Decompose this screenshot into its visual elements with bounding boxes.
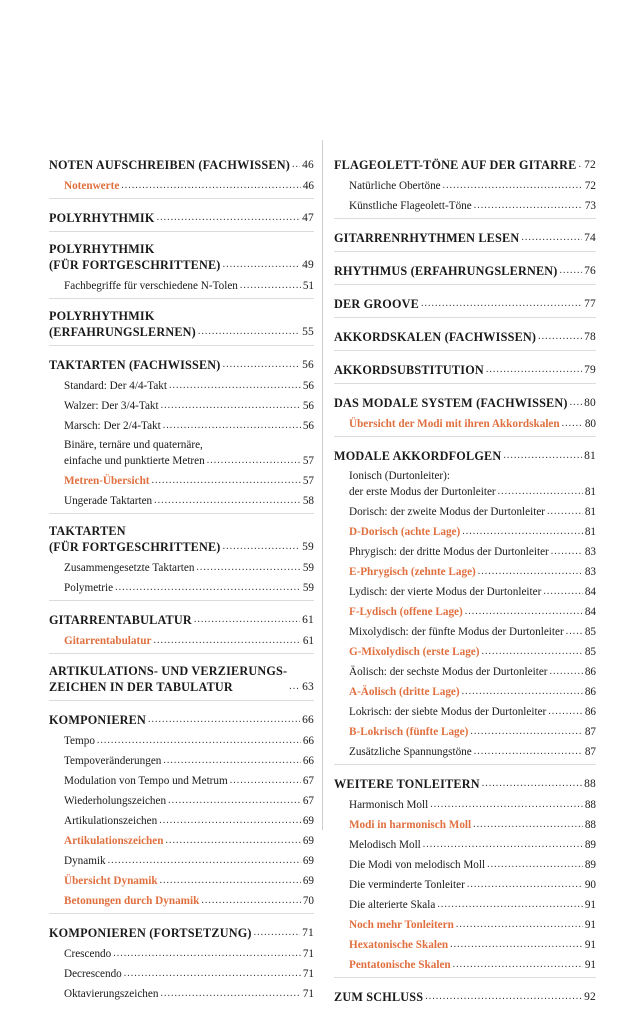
toc-highlight-entry[interactable] xyxy=(334,641,596,661)
toc-entry-title: DER GROOVE xyxy=(334,297,419,311)
dot-leader xyxy=(547,503,583,520)
toc-sub-entry[interactable] xyxy=(334,466,596,501)
dot-leader xyxy=(159,812,301,829)
toc-entry-page: 88 xyxy=(584,778,596,790)
toc-entry-title: KOMPONIEREN xyxy=(49,713,146,727)
toc-entry-title: FLAGEOLETT-TÖNE AUF DER GITARRE xyxy=(334,158,577,172)
toc-entry-title: Marsch: Der 2/4-Takt xyxy=(64,419,161,432)
toc-heading-entry[interactable] xyxy=(49,607,314,630)
toc-entry-page: 58 xyxy=(302,494,314,507)
dot-leader xyxy=(443,177,583,194)
toc-right-column xyxy=(334,152,596,1010)
toc-highlight-entry[interactable] xyxy=(49,630,314,650)
toc-highlight-entry[interactable] xyxy=(334,914,596,934)
toc-entry-title: F-Lydisch (offene Lage) xyxy=(349,605,463,618)
toc-entry-title: TAKTARTEN (FACHWISSEN) xyxy=(49,358,221,372)
toc-sub-entry[interactable] xyxy=(334,501,596,521)
toc-entry-title: AKKORDSKALEN (FACHWISSEN) xyxy=(334,330,537,344)
toc-entry-title: Zusätzliche Spannungstöne xyxy=(349,745,472,758)
toc-heading-entry[interactable] xyxy=(334,771,596,794)
toc-entry-page: 56 xyxy=(302,359,314,371)
toc-highlight-entry[interactable] xyxy=(334,721,596,741)
toc-entry-page: 76 xyxy=(584,265,596,277)
toc-entry-page: 80 xyxy=(584,417,596,430)
toc-entry-title: Wiederholungszeichen xyxy=(64,794,167,807)
toc-entry-title: Pentatonische Skalen xyxy=(349,958,451,971)
toc-entry-page: 69 xyxy=(302,874,314,887)
dot-leader xyxy=(462,523,583,540)
toc-entry-page: 81 xyxy=(584,485,596,498)
toc-entry-title: Phrygisch: der dritte Modus der Durtonleiter xyxy=(349,545,549,558)
toc-section xyxy=(49,520,314,601)
toc-section xyxy=(49,352,314,514)
toc-sub-entry[interactable] xyxy=(49,577,314,597)
toc-entry-title: Die verminderte Tonleiter xyxy=(349,878,465,891)
toc-heading-entry[interactable] xyxy=(49,152,314,175)
toc-entry-page: 91 xyxy=(584,938,596,951)
toc-sub-entry[interactable] xyxy=(334,701,596,721)
toc-entry-page: 61 xyxy=(302,634,314,647)
dot-leader xyxy=(482,774,582,792)
toc-section xyxy=(334,771,596,978)
toc-sub-entry[interactable] xyxy=(49,790,314,810)
toc-entry-title: KOMPONIEREN (FORTSETZUNG) xyxy=(49,926,252,940)
toc-entry-title: Fachbegriffe für verschiedene N-Tolen xyxy=(64,279,238,292)
dot-leader xyxy=(169,377,301,394)
toc-highlight-entry[interactable] xyxy=(334,934,596,954)
toc-entry-title: Walzer: Der 3/4-Takt xyxy=(64,399,159,412)
toc-entry-title: Dynamik xyxy=(64,854,106,867)
toc-entry-title: Ungerade Taktarten xyxy=(64,494,153,507)
toc-entry-page: 78 xyxy=(584,331,596,343)
toc-highlight-entry[interactable] xyxy=(49,175,314,195)
toc-sub-entry[interactable] xyxy=(49,395,314,415)
dot-leader xyxy=(230,772,301,789)
dot-leader xyxy=(160,985,300,1002)
toc-heading-entry[interactable] xyxy=(334,152,596,175)
toc-section xyxy=(49,660,314,701)
toc-entry-page: 85 xyxy=(584,645,596,658)
toc-entry-page: 69 xyxy=(302,814,314,827)
toc-sub-entry[interactable] xyxy=(334,541,596,561)
toc-entry-title: POLYRHYTHMIK (ERFAHRUNGSLERNEN) xyxy=(49,309,196,339)
dot-leader xyxy=(153,632,300,649)
toc-heading-entry[interactable] xyxy=(334,258,596,281)
toc-sub-entry[interactable] xyxy=(49,490,314,510)
dot-leader xyxy=(503,446,582,464)
toc-entry-page: 74 xyxy=(584,232,596,244)
toc-section xyxy=(49,205,314,232)
toc-sub-entry[interactable] xyxy=(334,834,596,854)
dot-leader xyxy=(254,923,300,941)
toc-entry-title: Dorisch: der zweite Modus der Durtonleiter xyxy=(349,505,546,518)
toc-sub-entry[interactable] xyxy=(334,621,596,641)
toc-entry-page: 71 xyxy=(302,987,314,1000)
dot-leader xyxy=(562,415,583,432)
toc-sub-entry[interactable] xyxy=(49,557,314,577)
toc-sub-entry[interactable] xyxy=(49,770,314,790)
toc-entry-page: 66 xyxy=(302,734,314,747)
dot-leader xyxy=(292,155,300,173)
toc-heading-entry[interactable] xyxy=(334,324,596,347)
toc-sub-entry[interactable] xyxy=(49,963,314,983)
toc-entry-title: B-Lokrisch (fünfte Lage) xyxy=(349,725,469,738)
toc-entry-title: POLYRHYTHMIK xyxy=(49,211,155,225)
toc-entry-page: 87 xyxy=(584,745,596,758)
toc-section xyxy=(334,258,596,285)
dot-leader xyxy=(165,832,300,849)
toc-highlight-entry[interactable] xyxy=(334,561,596,581)
toc-heading-entry[interactable] xyxy=(334,291,596,314)
toc-entry-page: 69 xyxy=(302,834,314,847)
toc-entry-title: Zusammengesetzte Taktarten xyxy=(64,561,195,574)
dot-leader xyxy=(157,208,301,226)
toc-highlight-entry[interactable] xyxy=(334,954,596,974)
dot-leader xyxy=(467,876,583,893)
toc-entry-page: 59 xyxy=(302,541,314,553)
toc-entry-title: Betonungen durch Dynamik xyxy=(64,894,200,907)
toc-entry-page: 56 xyxy=(302,399,314,412)
toc-entry-title: Lokrisch: der siebte Modus der Durtonleiter xyxy=(349,705,547,718)
toc-entry-title: POLYRHYTHMIK (FÜR FORTGESCHRITTENE) xyxy=(49,242,221,272)
toc-entry-page: 89 xyxy=(584,858,596,871)
toc-highlight-entry[interactable] xyxy=(49,870,314,890)
dot-leader xyxy=(148,710,300,728)
dot-leader xyxy=(570,393,582,411)
toc-highlight-entry[interactable] xyxy=(49,470,314,490)
toc-entry-page: 86 xyxy=(584,665,596,678)
toc-entry-title: Polymetrie xyxy=(64,581,114,594)
dot-leader xyxy=(566,623,583,640)
dot-leader xyxy=(108,852,301,869)
toc-entry-title: WEITERE TONLEITERN xyxy=(334,777,480,791)
toc-highlight-entry[interactable] xyxy=(49,890,314,910)
toc-entry-page: 72 xyxy=(584,159,596,171)
toc-entry-title: Decrescendo xyxy=(64,967,122,980)
toc-entry-page: 70 xyxy=(302,894,314,907)
toc-heading-entry[interactable] xyxy=(49,305,314,342)
toc-entry-title: GITARRENTABULATUR xyxy=(49,613,192,627)
toc-entry-page: 46 xyxy=(302,159,314,171)
dot-leader xyxy=(115,579,301,596)
dot-leader xyxy=(425,987,582,1005)
dot-leader xyxy=(548,703,583,720)
dot-leader xyxy=(478,563,583,580)
toc-entry-title: Die Modi von melodisch Moll xyxy=(349,858,486,871)
toc-entry-page: 73 xyxy=(584,199,596,212)
toc-entry-title: Tempoveränderungen xyxy=(64,754,162,767)
dot-leader xyxy=(543,583,583,600)
dot-leader xyxy=(198,322,300,340)
dot-leader xyxy=(462,683,583,700)
toc-entry-page: 80 xyxy=(584,397,596,409)
toc-entry-page: 71 xyxy=(302,967,314,980)
toc-entry-title: Die alterierte Skala xyxy=(349,898,436,911)
toc-entry-page: 59 xyxy=(302,581,314,594)
toc-entry-page: 56 xyxy=(302,379,314,392)
dot-leader xyxy=(168,792,301,809)
toc-section xyxy=(334,390,596,437)
toc-entry-page: 55 xyxy=(302,326,314,338)
toc-entry-title: Oktavierungszeichen xyxy=(64,987,159,1000)
toc-highlight-entry[interactable] xyxy=(334,601,596,621)
toc-sub-entry[interactable] xyxy=(49,435,314,470)
dot-leader xyxy=(437,896,582,913)
dot-leader xyxy=(163,752,300,769)
toc-sub-entry[interactable] xyxy=(49,375,314,395)
toc-entry-title: RHYTHMUS (ERFAHRUNGSLERNEN) xyxy=(334,264,558,278)
dot-leader xyxy=(201,892,300,909)
toc-left-column xyxy=(49,152,314,1006)
toc-entry-title: G-Mixolydisch (erste Lage) xyxy=(349,645,480,658)
toc-entry-page: 91 xyxy=(584,898,596,911)
toc-entry-title: DAS MODALE SYSTEM (FACHWISSEN) xyxy=(334,396,568,410)
toc-entry-title: D-Dorisch (achte Lage) xyxy=(349,525,461,538)
toc-entry-page: 87 xyxy=(584,725,596,738)
toc-entry-title: AKKORDSUBSTITUTION xyxy=(334,363,484,377)
toc-section xyxy=(334,443,596,765)
toc-entry-page: 71 xyxy=(302,947,314,960)
dot-leader xyxy=(160,872,301,889)
toc-entry-title: Melodisch Moll xyxy=(349,838,421,851)
dot-leader xyxy=(578,155,582,173)
toc-entry-page: 49 xyxy=(302,259,314,271)
dot-leader xyxy=(474,197,583,214)
toc-entry-page: 57 xyxy=(302,454,314,467)
toc-heading-entry[interactable] xyxy=(334,357,596,380)
toc-entry-title: Standard: Der 4/4-Takt xyxy=(64,379,167,392)
toc-section xyxy=(334,357,596,384)
toc-entry-page: 83 xyxy=(584,545,596,558)
toc-heading-entry[interactable] xyxy=(49,920,314,943)
toc-section xyxy=(334,984,596,1010)
toc-entry-page: 47 xyxy=(302,212,314,224)
dot-leader xyxy=(487,856,583,873)
dot-leader xyxy=(421,294,582,312)
toc-sub-entry[interactable] xyxy=(334,854,596,874)
toc-heading-entry[interactable] xyxy=(49,520,314,557)
dot-leader xyxy=(223,355,301,373)
dot-leader xyxy=(161,397,301,414)
dot-leader xyxy=(223,255,301,273)
toc-section xyxy=(334,152,596,219)
toc-entry-page: 59 xyxy=(302,561,314,574)
toc-entry-title: Gitarrentabulatur xyxy=(64,634,152,647)
toc-entry-title: MODALE AKKORDFOLGEN xyxy=(334,449,502,463)
toc-entry-title: Artikulationszeichen xyxy=(64,814,158,827)
toc-sub-entry[interactable] xyxy=(334,794,596,814)
dot-leader xyxy=(196,559,300,576)
toc-entry-page: 88 xyxy=(584,818,596,831)
toc-sub-entry[interactable] xyxy=(49,275,314,295)
toc-entry-title: Tempo xyxy=(64,734,95,747)
toc-highlight-entry[interactable] xyxy=(334,413,596,433)
toc-sub-entry[interactable] xyxy=(334,741,596,761)
toc-entry-title: ZUM SCHLUSS xyxy=(334,990,424,1004)
toc-entry-title: ARTIKULATIONS- UND VERZIERUNGS- ZEICHEN IN DER TABULATUR xyxy=(49,664,288,694)
dot-leader xyxy=(163,417,301,434)
toc-entry-page: 51 xyxy=(302,279,314,292)
toc-entry-title: GITARRENRHYTHMEN LESEN xyxy=(334,231,520,245)
toc-section xyxy=(49,607,314,654)
dot-leader xyxy=(154,492,301,509)
toc-entry-page: 72 xyxy=(584,179,596,192)
toc-section xyxy=(49,920,314,1006)
toc-heading-entry[interactable] xyxy=(334,390,596,413)
toc-entry-page: 61 xyxy=(302,614,314,626)
toc-section xyxy=(49,238,314,299)
toc-entry-page: 88 xyxy=(584,798,596,811)
dot-leader xyxy=(551,543,583,560)
toc-entry-page: 46 xyxy=(302,179,314,192)
toc-entry-page: 91 xyxy=(584,918,596,931)
dot-leader xyxy=(456,916,583,933)
toc-sub-entry[interactable] xyxy=(49,943,314,963)
toc-sub-entry[interactable] xyxy=(334,661,596,681)
dot-leader xyxy=(152,472,301,489)
toc-entry-page: 84 xyxy=(584,605,596,618)
toc-entry-title: Hexatonische Skalen xyxy=(349,938,449,951)
toc-entry-title: Artikulationszeichen xyxy=(64,834,164,847)
toc-entry-title: Natürliche Obertöne xyxy=(349,179,441,192)
toc-entry-page: 92 xyxy=(584,991,596,1003)
toc-entry-page: 84 xyxy=(584,585,596,598)
toc-sub-entry[interactable] xyxy=(49,983,314,1003)
toc-sub-entry[interactable] xyxy=(49,750,314,770)
toc-entry-page: 89 xyxy=(584,838,596,851)
toc-entry-title: TAKTARTEN (FÜR FORTGESCHRITTENE) xyxy=(49,524,221,554)
dot-leader xyxy=(97,732,301,749)
dot-leader xyxy=(240,277,301,294)
toc-entry-page: 77 xyxy=(584,298,596,310)
dot-leader xyxy=(289,677,300,695)
dot-leader xyxy=(207,452,301,469)
toc-entry-title: Crescendo xyxy=(64,947,112,960)
toc-entry-title: Übersicht der Modi mit ihren Akkordskalen xyxy=(349,417,560,430)
toc-sub-entry[interactable] xyxy=(334,175,596,195)
toc-heading-entry[interactable] xyxy=(49,238,314,275)
toc-entry-page: 57 xyxy=(302,474,314,487)
toc-entry-title: Künstliche Flageolett-Töne xyxy=(349,199,472,212)
toc-section xyxy=(49,707,314,914)
toc-entry-title: Mixolydisch: der fünfte Modus der Durtonleiter xyxy=(349,625,564,638)
toc-entry-page: 66 xyxy=(302,714,314,726)
toc-entry-page: 86 xyxy=(584,705,596,718)
toc-heading-entry[interactable] xyxy=(49,205,314,228)
toc-entry-title: Ionisch (Durtonleiter): der erste Modus der Durtonleiter xyxy=(349,469,496,498)
toc-section xyxy=(334,324,596,351)
toc-entry-page: 67 xyxy=(302,794,314,807)
toc-entry-title: Metren-Übersicht xyxy=(64,474,150,487)
toc-entry-page: 81 xyxy=(584,450,596,462)
toc-sub-entry[interactable] xyxy=(49,415,314,435)
toc-entry-title: Noch mehr Tonleitern xyxy=(349,918,454,931)
column-divider xyxy=(322,140,323,830)
toc-heading-entry[interactable] xyxy=(334,984,596,1007)
dot-leader xyxy=(430,796,583,813)
dot-leader xyxy=(498,483,583,500)
toc-entry-title: Übersicht Dynamik xyxy=(64,874,158,887)
dot-leader xyxy=(423,836,583,853)
toc-entry-page: 67 xyxy=(302,774,314,787)
dot-leader xyxy=(560,261,583,279)
toc-entry-page: 81 xyxy=(584,505,596,518)
dot-leader xyxy=(538,327,582,345)
toc-section xyxy=(49,305,314,346)
dot-leader xyxy=(482,643,583,660)
toc-entry-title: E-Phrygisch (zehnte Lage) xyxy=(349,565,476,578)
toc-entry-title: Modi in harmonisch Moll xyxy=(349,818,472,831)
toc-heading-entry[interactable] xyxy=(49,707,314,730)
toc-heading-entry[interactable] xyxy=(334,225,596,248)
toc-sub-entry[interactable] xyxy=(334,195,596,215)
toc-entry-page: 90 xyxy=(584,878,596,891)
toc-entry-title: Lydisch: der vierte Modus der Durtonleiter xyxy=(349,585,542,598)
dot-leader xyxy=(121,177,301,194)
toc-heading-entry[interactable] xyxy=(49,352,314,375)
dot-leader xyxy=(113,945,301,962)
toc-section xyxy=(334,225,596,252)
dot-leader xyxy=(474,743,583,760)
dot-leader xyxy=(550,663,583,680)
dot-leader xyxy=(223,537,301,555)
toc-entry-page: 79 xyxy=(584,364,596,376)
toc-entry-title: Harmonisch Moll xyxy=(349,798,429,811)
toc-entry-title: Äolisch: der sechste Modus der Durtonleiter xyxy=(349,665,548,678)
toc-entry-title: Notenwerte xyxy=(64,179,120,192)
toc-highlight-entry[interactable] xyxy=(49,830,314,850)
toc-entry-page: 91 xyxy=(584,958,596,971)
dot-leader xyxy=(465,603,583,620)
dot-leader xyxy=(124,965,301,982)
toc-sub-entry[interactable] xyxy=(334,894,596,914)
toc-entry-page: 69 xyxy=(302,854,314,867)
toc-sub-entry[interactable] xyxy=(49,730,314,750)
dot-leader xyxy=(486,360,582,378)
toc-highlight-entry[interactable] xyxy=(334,681,596,701)
toc-heading-entry[interactable] xyxy=(49,660,314,697)
toc-sub-entry[interactable] xyxy=(334,581,596,601)
toc-section xyxy=(334,291,596,318)
toc-entry-page: 71 xyxy=(302,927,314,939)
toc-entry-title: A-Äolisch (dritte Lage) xyxy=(349,685,460,698)
toc-entry-page: 63 xyxy=(302,681,314,693)
dot-leader xyxy=(453,956,583,973)
toc-entry-page: 56 xyxy=(302,419,314,432)
toc-entry-title: Binäre, ternäre und quaternäre, einfache und punktierte Metren xyxy=(64,438,205,467)
toc-entry-title: Modulation von Tempo und Metrum xyxy=(64,774,228,787)
toc-sub-entry[interactable] xyxy=(49,810,314,830)
dot-leader xyxy=(521,228,582,246)
dot-leader xyxy=(194,610,300,628)
dot-leader xyxy=(470,723,582,740)
toc-section xyxy=(49,152,314,199)
toc-entry-title: NOTEN AUFSCHREIBEN (FACHWISSEN) xyxy=(49,158,290,172)
dot-leader xyxy=(473,816,583,833)
toc-sub-entry[interactable] xyxy=(49,850,314,870)
toc-heading-entry[interactable] xyxy=(334,443,596,466)
toc-entry-page: 83 xyxy=(584,565,596,578)
dot-leader xyxy=(450,936,583,953)
toc-highlight-entry[interactable] xyxy=(334,814,596,834)
toc-entry-page: 81 xyxy=(584,525,596,538)
toc-entry-page: 66 xyxy=(302,754,314,767)
toc-highlight-entry[interactable] xyxy=(334,521,596,541)
toc-entry-page: 85 xyxy=(584,625,596,638)
toc-sub-entry[interactable] xyxy=(334,874,596,894)
toc-entry-page: 86 xyxy=(584,685,596,698)
